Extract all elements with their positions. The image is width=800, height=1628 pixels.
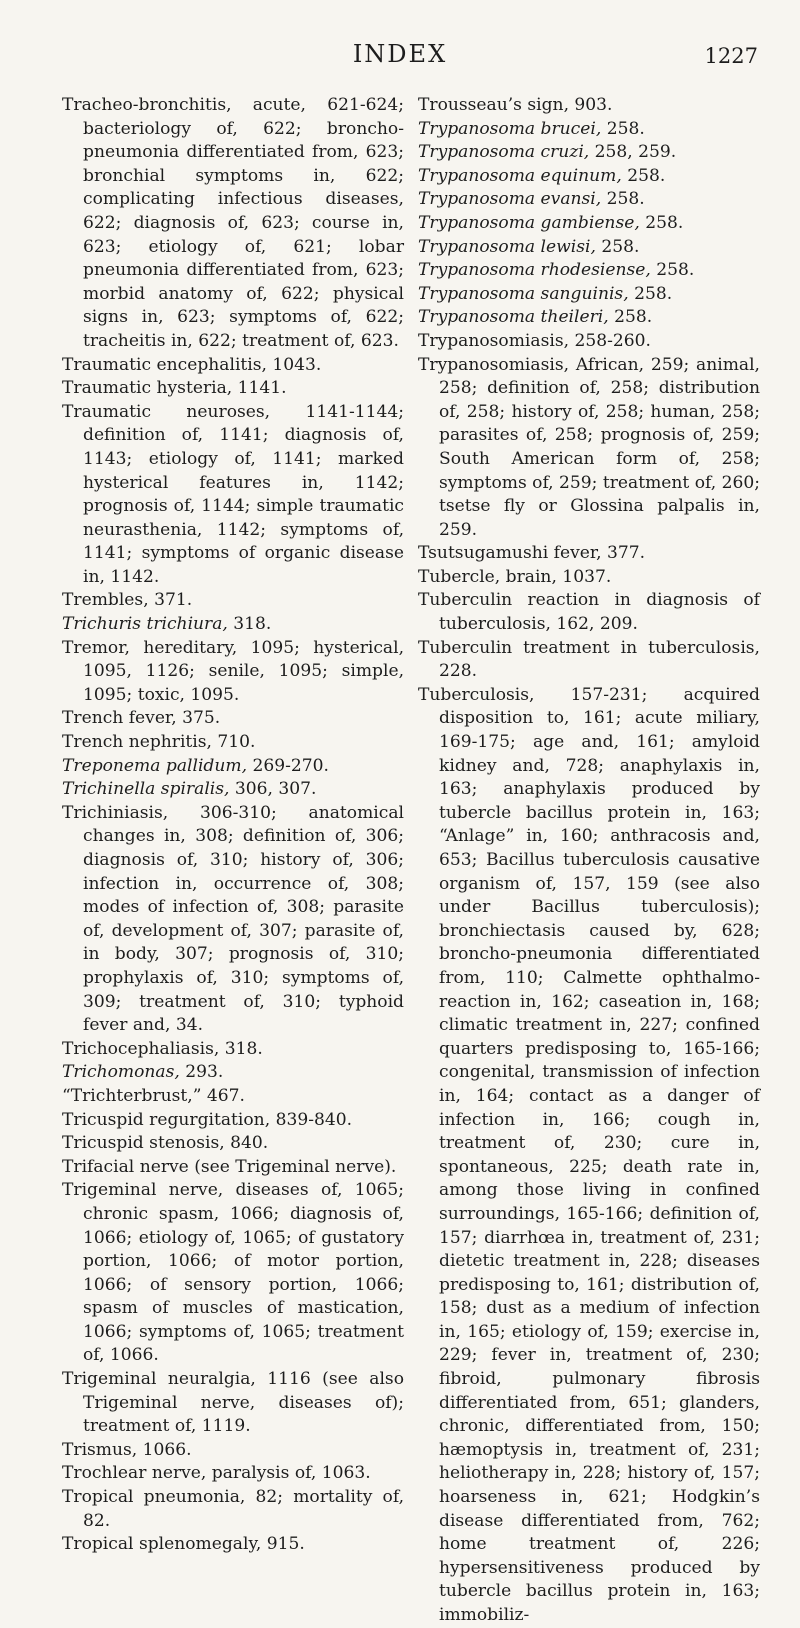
index-entry	[418, 566, 760, 590]
index-entry-term: Trichinella spiralis,	[62, 779, 230, 800]
left-column	[62, 94, 404, 1557]
index-entry	[418, 212, 760, 236]
index-entry	[418, 306, 760, 330]
index-entry-text: Trembles, 371.	[62, 590, 193, 611]
index-entry	[62, 637, 404, 708]
index-entry-text: 258.	[650, 260, 695, 281]
index-entry-text: 293.	[179, 1062, 224, 1083]
index-entry	[418, 684, 760, 1628]
index-entry	[418, 188, 760, 212]
index-entry-text: “Trichterbrust,” 467.	[62, 1085, 245, 1106]
index-entry-text: Tropical splenomegaly, 915.	[62, 1534, 305, 1555]
index-entry	[418, 637, 760, 684]
index-entry-term: Trypanosoma brucei,	[418, 118, 602, 139]
index-entry-term: Trichomonas,	[62, 1062, 180, 1083]
index-entry	[62, 778, 404, 802]
index-entry-text: Trifacial nerve (see Trigeminal nerve).	[62, 1156, 397, 1177]
index-entry	[62, 401, 404, 590]
index-entry-term: Trypanosoma theileri,	[418, 307, 609, 328]
index-entry-text: Trichocephaliasis, 318.	[62, 1038, 263, 1059]
index-entry-text: Tsutsugamushi fever, 377.	[418, 543, 646, 564]
index-entry	[418, 283, 760, 307]
index-entry	[62, 613, 404, 637]
index-entry	[62, 1085, 404, 1109]
index-entry-text: Trichiniasis, 306-310; anatomical changes in, 308; definition of, 306; diagnosis of, 310; history of, 306; infection in, occurrence of, 308; modes of infection of, 308; parasite of, development of, 307; parasite of, in body, 307; prognosis of, 310; prophylaxis of, 310; symptoms of, 309; treatment of, 310; typhoid fever and, 34.	[62, 802, 404, 1036]
index-entry-text: Trigeminal nerve, diseases of, 1065; chronic spasm, 1066; diagnosis of, 1066; etiology of, 1065; of gustatory portion, 1066; of motor portion, 1066; of sensory portion, 1066; spasm of muscles of mastication, 1066; symptoms of, 1065; treatment of, 1066.	[62, 1180, 404, 1366]
page-title: INDEX	[352, 40, 448, 68]
index-entry	[418, 94, 760, 118]
index-entry	[62, 1109, 404, 1133]
index-entry	[62, 755, 404, 779]
index-entry-term: Trypanosoma lewisi,	[418, 236, 596, 257]
index-entry-text: 258, 259.	[589, 142, 677, 163]
index-entry-text: Tricuspid regurgitation, 839-840.	[62, 1109, 353, 1130]
index-entry-text: Trigeminal neuralgia, 1116 (see also Trigeminal nerve, diseases of); treatment of, 1119.	[62, 1369, 404, 1437]
index-entry	[62, 707, 404, 731]
index-entry	[418, 330, 760, 354]
index-entry	[62, 802, 404, 1038]
index-entry-text: Trismus, 1066.	[62, 1439, 192, 1460]
index-entry-term: Trypanosoma evansi,	[418, 189, 602, 210]
index-entry-text: Trochlear nerve, paralysis of, 1063.	[62, 1463, 371, 1484]
index-entry	[418, 141, 760, 165]
index-entry	[418, 118, 760, 142]
page-number: 1227	[704, 44, 758, 68]
index-entry-text: Tuberculosis, 157-231; acquired disposition to, 161; acute miliary, 169-175; age and, 161; amyloid kidney and, 728; anaphylaxis in, 163; anaphylaxis produced by tubercle bacillus protein in, 163; “Anlage” in, 160; anthracosis and, 653; Bacillus tuberculosis causative organism of, 157, 159 (see also under Bacillus tuberculosis); bronchiectasis caused by, 628; broncho-pneumonia differentiated from, 110; Calmette ophthalmo-reaction in, 162; caseation in, 168; climatic treatment in, 227; confined quarters predisposing to, 165-166; congenital, transmission of infection in, 164; contact as a danger of infection in, 166; cough in, treatment of, 230; cure in, spontaneous, 225; death rate in, among those living in confined surroundings, 165-166; definition of, 157; diarrhœa in, treatment of, 231; dietetic treatment in, 228; diseases predisposing to, 161; distribution of, 158; dust as a medium of infection in, 165; etiology of, 159; exercise in, 229; fever in, treatment of, 230; fibroid, pulmonary fibrosis differentiated from, 651; glanders, chronic, differentiated from, 150; hæmoptysis in, treatment of, 231; heliotherapy in, 228; history of, 157; hoarseness in, 621; Hodgkin’s disease differentiated from, 762; home treatment of, 226; hypersensitiveness produced by tubercle bacillus protein in, 163; immobiliz-	[418, 684, 760, 1625]
index-entry-text: Trench fever, 375.	[62, 708, 221, 729]
index-entry	[418, 589, 760, 636]
index-entry-term: Trypanosoma gambiense,	[418, 212, 640, 233]
index-entry-text: 306, 307.	[229, 779, 317, 800]
index-entry-text: 318.	[227, 614, 272, 635]
index-entry-text: Traumatic neuroses, 1141-1144; definition of, 1141; diagnosis of, 1143; etiology of, 1141; marked hysterical features in, 1142; prognosis of, 1144; simple traumatic neurasthenia, 1142; symptoms of, 1141; symptoms of organic disease in, 1142.	[62, 401, 404, 587]
index-entry	[62, 1439, 404, 1463]
index-entry	[418, 354, 760, 543]
index-entry-text: Tuberculin treatment in tuberculosis, 228.	[418, 637, 760, 682]
index-entry-text: Tracheo-bronchitis, acute, 621-624; bacteriology of, 622; broncho-pneumonia differentiated from, 623; bronchial symptoms in, 622; complicating infectious diseases, 622; diagnosis of, 623; course in, 623; etiology of, 621; lobar pneumonia differentiated from, 623; morbid anatomy of, 622; physical signs in, 623; symptoms of, 622; tracheitis in, 622; treatment of, 623.	[62, 95, 404, 351]
index-entry	[62, 1368, 404, 1439]
index-entry-text: 258.	[595, 236, 640, 257]
index-entry-term: Trypanosoma cruzi,	[418, 142, 590, 163]
index-entry	[418, 165, 760, 189]
index-entry-text: 258.	[601, 118, 645, 139]
index-entry-text: Traumatic encephalitis, 1043.	[62, 354, 322, 375]
index-entry-term: Trypanosoma rhodesiense,	[418, 260, 651, 281]
index-entry-text: 258.	[639, 212, 684, 233]
index-entry	[62, 377, 404, 401]
index-entry-term: Treponema pallidum,	[62, 755, 248, 776]
index-entry-text: Trousseau’s sign, 903.	[418, 95, 613, 115]
index-entry	[62, 589, 404, 613]
index-entry	[62, 354, 404, 378]
index-entry	[62, 1486, 404, 1533]
page-header	[0, 40, 800, 80]
index-entry-text: Traumatic hysteria, 1141.	[62, 378, 287, 399]
index-entry-text: Tubercle, brain, 1037.	[418, 566, 612, 587]
index-entry-text: 269-270.	[247, 755, 329, 776]
index-entry-text: Tremor, hereditary, 1095; hysterical, 1095, 1126; senile, 1095; simple, 1095; toxic, 1095.	[62, 637, 404, 705]
index-entry	[62, 1156, 404, 1180]
index-entry-text: Tuberculin reaction in diagnosis of tuberculosis, 162, 209.	[418, 590, 760, 635]
index-entry	[62, 94, 404, 354]
index-entry-text: Trench nephritis, 710.	[62, 732, 256, 753]
index-entry	[62, 1038, 404, 1062]
index-entry	[62, 1061, 404, 1085]
index-entry	[418, 259, 760, 283]
index-entry-text: 258.	[608, 307, 653, 328]
index-entry	[62, 1462, 404, 1486]
index-entry-text: 258.	[601, 189, 645, 210]
index-entry-term: Trichuris trichiura,	[62, 614, 228, 635]
index-entry-text: Tropical pneumonia, 82; mortality of, 82.	[62, 1487, 404, 1531]
index-entry	[418, 542, 760, 566]
index-entry-text: 258.	[628, 283, 673, 304]
index-entry	[62, 1179, 404, 1368]
index-entry	[62, 1533, 404, 1557]
right-column	[418, 94, 760, 1628]
index-entry-term: Trypanosoma sanguinis,	[418, 283, 629, 304]
index-entry-text: Trypanosomiasis, 258-260.	[418, 330, 651, 351]
index-entry	[62, 731, 404, 755]
index-entry-text: 258.	[621, 165, 666, 186]
index-entry-term: Trypanosoma equinum,	[418, 165, 622, 186]
index-entry-text: Trypanosomiasis, African, 259; animal, 258; definition of, 258; distribution of, 258; history of, 258; human, 258; parasites of, 258; prognosis of, 259; South American form of, 258; symptoms of, 259; treatment of, 260; tsetse fly or Glossina palpalis in, 259.	[418, 354, 760, 540]
index-entry	[418, 236, 760, 260]
index-entry-text: Tricuspid stenosis, 840.	[62, 1133, 269, 1154]
index-entry	[62, 1132, 404, 1156]
